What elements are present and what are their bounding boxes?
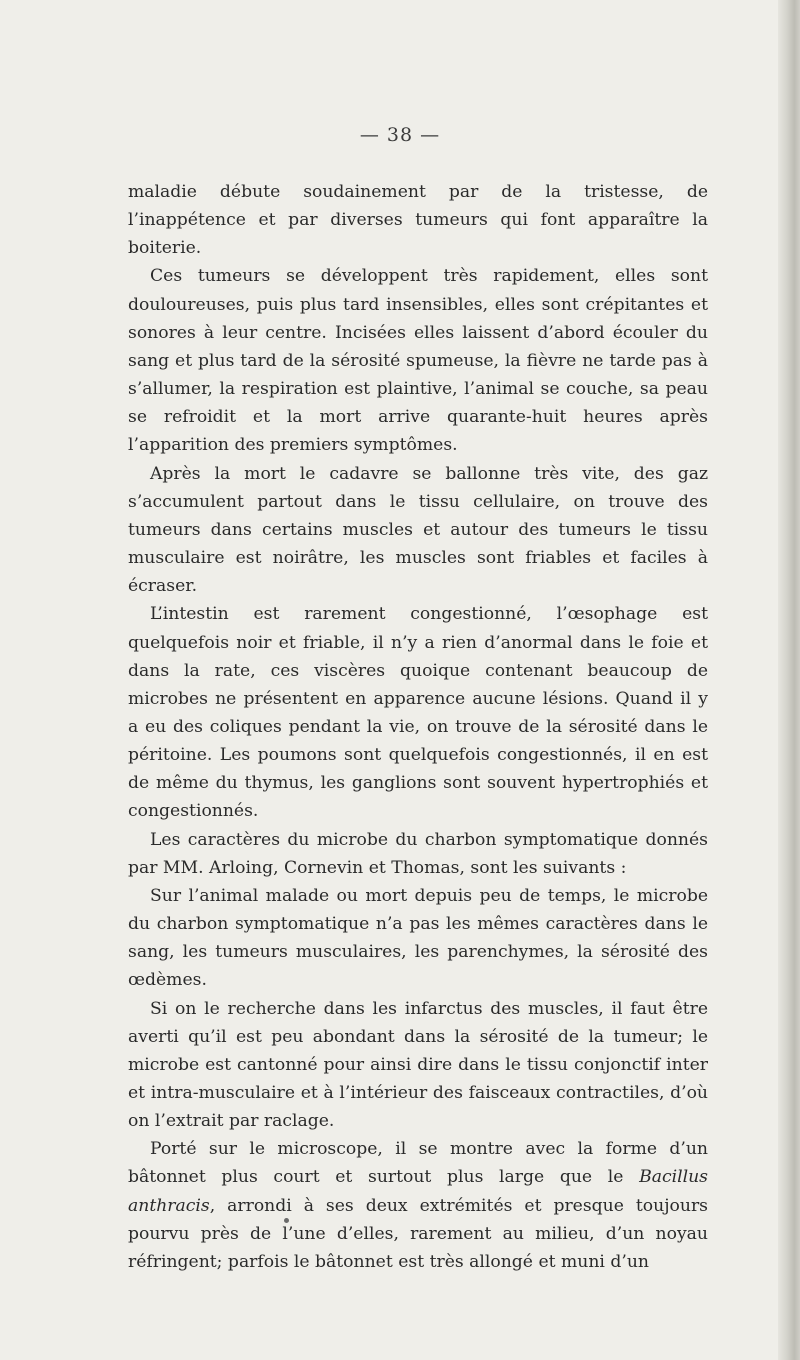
paragraph (128, 1135, 708, 1276)
paragraph: Ces tumeurs se développent très rapidement, elles sont douloureuses, puis plus tard insensibles, elles sont crépitantes et sonores à leur centre. Incisées elles laissent d’abord écouler du sang et plus tard de la sérosité spumeuse, la fièvre ne tarde pas à s’allumer, la respiration est plaintive, l’animal se couche, sa peau se refroidit et la mort arrive quarante-huit heures après l’apparition des premiers symptômes. (128, 266, 708, 456)
paragraph: Après la mort le cadavre se ballonne très vite, des gaz s’accumulent partout dans le tissu cellulaire, on trouve des tumeurs dans certains muscles et autour des tumeurs le tissu musculaire est noirâtre, les muscles sont friables et faciles à écraser. (128, 463, 708, 597)
paragraph-text: Porté sur le microscope, il se montre avec la forme d’un bâtonnet plus court et surtout plus large que le (128, 1139, 708, 1188)
paragraph: maladie débute soudainement par de la tristesse, de l’inappétence et par diverses tumeurs qui font apparaître la boiterie. (128, 182, 708, 259)
italic-term: Bacillus (639, 1167, 708, 1188)
body-text (128, 178, 708, 1276)
paragraph: L’intestin est rarement congestionné, l’œsophage est quelquefois noir et friable, il n’y a rien d’anormal dans le foie et dans la rate, ces viscères quoique contenant beaucoup de microbes ne présentent en apparence aucune lésions. Quand il y a eu des coliques pendant la vie, on trouve de la sérosité dans le péritoine. Les poumons sont quelquefois congestionnés, il en est de même du thymus, les ganglions sont souvent hypertrophiés et congestionnés. (128, 604, 708, 822)
page-edge-shadow (778, 0, 800, 1360)
page-number: — 38 — (359, 124, 441, 146)
paragraph-text: , arrondi à ses deux extrémités et presque toujours pourvu près de l’une d’elles, rarement au milieu, d’un noyau réfringent; parfois le bâtonnet est très allongé et muni d’un (128, 1195, 708, 1272)
paragraph: Sur l’animal malade ou mort depuis peu de temps, le microbe du charbon symptomatique n’a pas les mêmes caractères dans le sang, les tumeurs musculaires, les parenchymes, la sérosité des œdèmes. (128, 885, 708, 991)
ink-speck (284, 1218, 289, 1223)
italic-term: anthracis (128, 1195, 210, 1216)
paragraph: Les caractères du microbe du charbon symptomatique donnés par MM. Arloing, Cornevin et Thomas, sont les suivants : (128, 829, 708, 878)
paragraph: Si on le recherche dans les infarctus des muscles, il faut être averti qu’il est peu abondant dans la sérosité de la tumeur; le microbe est cantonné pour ainsi dire dans le tissu conjonctif inter et intra-musculaire et à l’intérieur des faisceaux contractiles, d’où on l’extrait par raclage. (128, 998, 708, 1132)
